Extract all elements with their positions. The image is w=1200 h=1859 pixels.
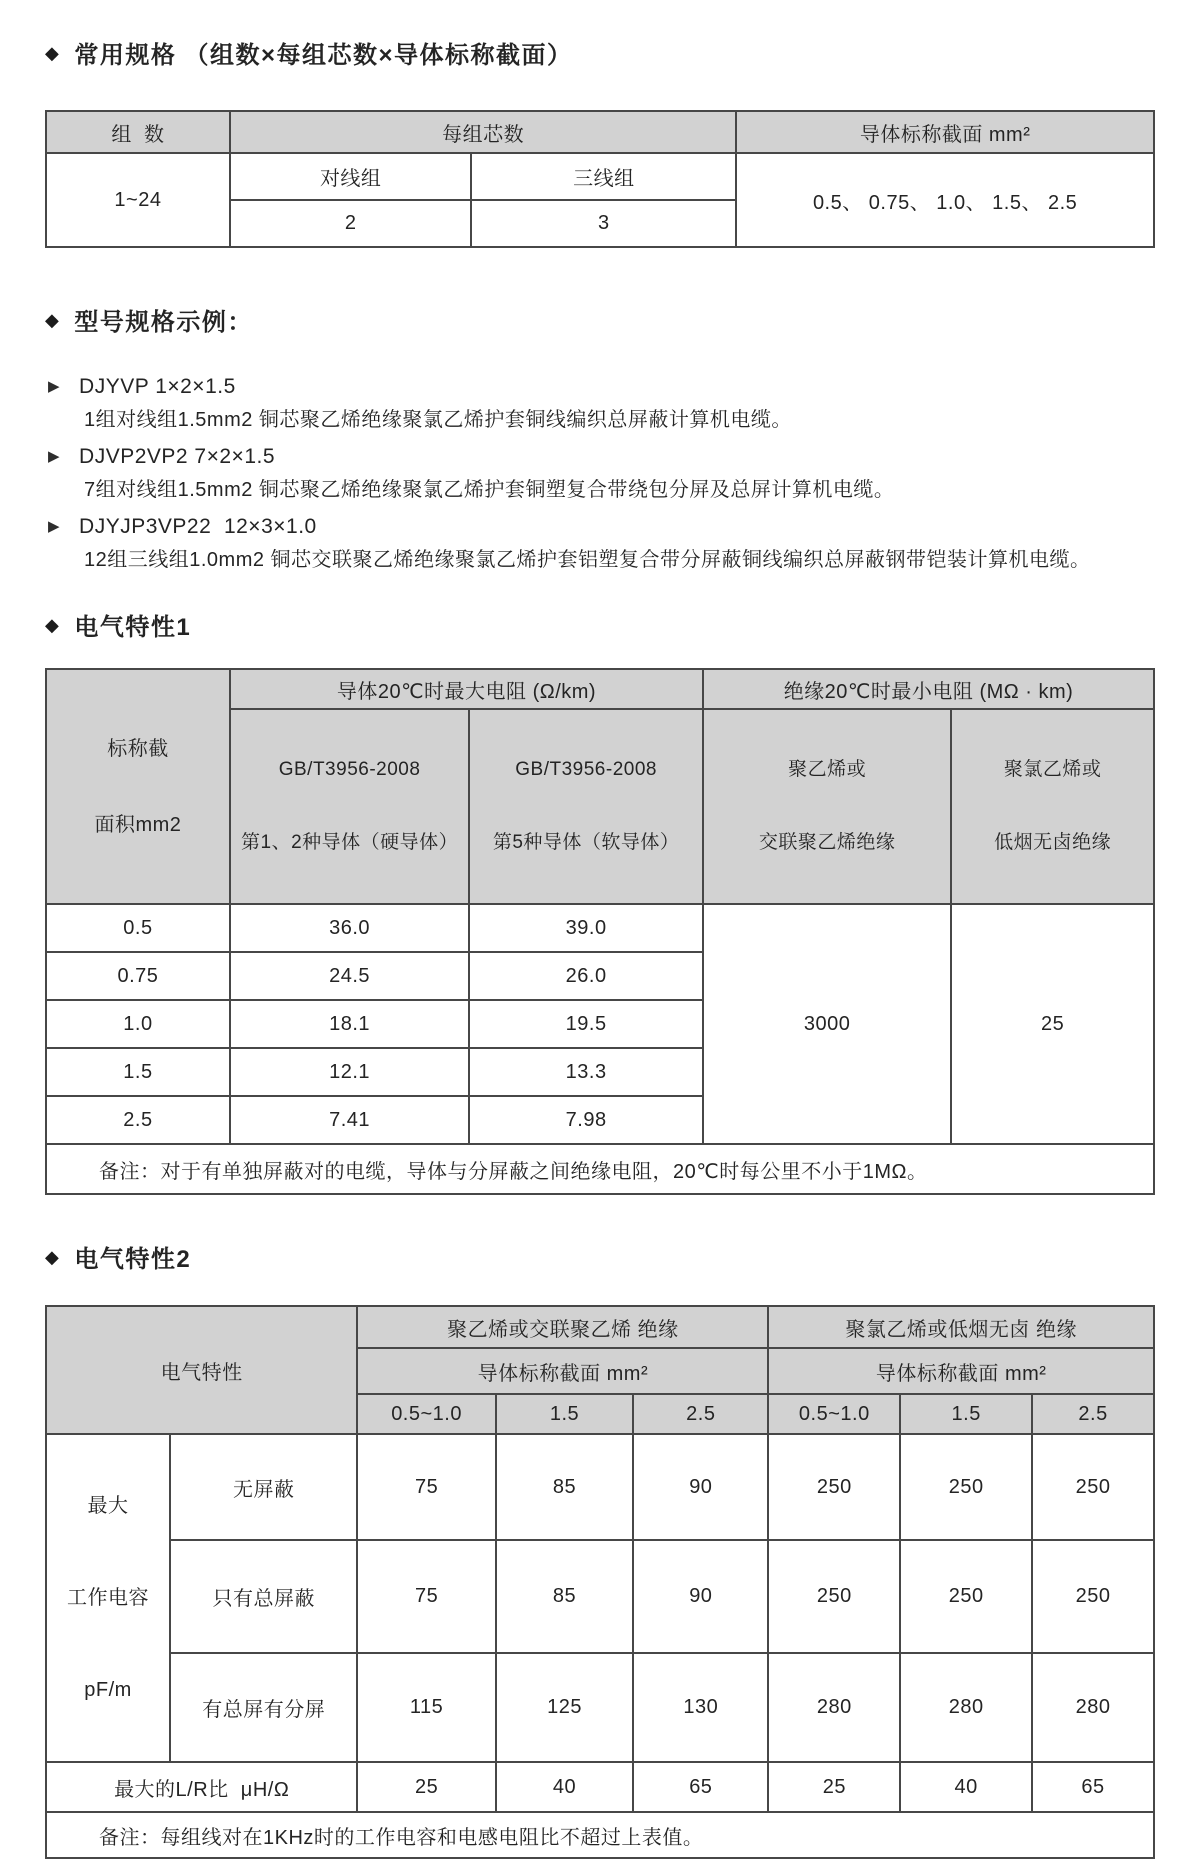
row-group-line: 最大 (87, 1495, 129, 1517)
model-example (48, 373, 1155, 433)
data-cell: 280 (900, 1653, 1032, 1762)
data-cell: 7.41 (230, 1096, 469, 1144)
data-cell: 280 (1032, 1653, 1154, 1762)
data-cell: 250 (768, 1434, 900, 1540)
header-cell-size: 1.5 (900, 1394, 1032, 1434)
note-cell: 备注：对于有单独屏蔽对的电缆，导体与分屏蔽之间绝缘电阻，20℃时每公里不小于1MΩ。 (46, 1144, 1154, 1194)
data-cell: 250 (900, 1540, 1032, 1653)
triangle-bullet-icon: ▶ (48, 378, 61, 395)
header-line: 低烟无卤绝缘 (994, 831, 1112, 853)
note-cell: 备注：每组线对在1KHz时的工作电容和电感电阻比不超过上表值。 (46, 1812, 1154, 1858)
section-title-text: 型号规格示例： (74, 309, 253, 336)
data-cell: 19.5 (469, 1000, 703, 1048)
data-cell: 18.1 (230, 1000, 469, 1048)
row-group-line: pF/m (84, 1679, 132, 1701)
header-line: 聚乙烯或 (788, 759, 867, 780)
section-title-electrical-1 (45, 607, 1155, 642)
data-cell: 280 (768, 1653, 900, 1762)
table-row-note (46, 1812, 1154, 1858)
data-cell: 250 (1032, 1540, 1154, 1653)
row-label-lr-ratio: 最大的L/R比 μH/Ω (46, 1762, 357, 1812)
data-cell: 250 (768, 1540, 900, 1653)
data-cell: 12.1 (230, 1048, 469, 1096)
data-cell: 40 (900, 1762, 1032, 1812)
header-line: 聚氯乙烯或 (1003, 759, 1102, 780)
row-label: 只有总屏蔽 (170, 1540, 357, 1653)
header-cell-pvc-insulation (951, 709, 1154, 904)
table-row (46, 1762, 1154, 1812)
data-cell-pair-label: 对线组 (230, 153, 472, 200)
header-line: 面积mm2 (94, 813, 182, 836)
triangle-bullet-icon: ▶ (48, 518, 61, 535)
header-cell-size: 1.5 (496, 1394, 633, 1434)
data-cell-triple-count: 3 (471, 200, 736, 247)
header-line: 交联聚乙烯绝缘 (758, 831, 896, 853)
model-example-code: DJYJP3VP22 12×3×1.0 (79, 515, 317, 538)
header-cell-cores: 每组芯数 (230, 111, 736, 153)
header-cell-nominal-section: 导体标称截面 mm² (357, 1348, 768, 1394)
data-cell: 7.98 (469, 1096, 703, 1144)
header-cell-groups: 组 数 (46, 111, 230, 153)
data-cell: 75 (357, 1434, 496, 1540)
data-cell: 85 (496, 1434, 633, 1540)
row-group-label-capacitance (46, 1434, 170, 1762)
section-title-text: 常用规格 （组数×每组芯数×导体标称截面） (74, 42, 573, 69)
data-cell: 65 (1032, 1762, 1154, 1812)
diamond-icon: ◆ (45, 614, 61, 635)
table-row (46, 1540, 1154, 1653)
header-line: 标称截 (107, 737, 169, 760)
table-row (46, 1653, 1154, 1762)
diamond-icon: ◆ (45, 309, 61, 330)
data-cell-pvc-min: 25 (951, 904, 1154, 1144)
header-cell-size: 0.5~1.0 (768, 1394, 900, 1434)
header-cell-hard-conductor (230, 709, 469, 904)
data-cell-groups-range: 1~24 (46, 153, 230, 247)
header-cell-pvc-insulation: 聚氯乙烯或低烟无卤 绝缘 (768, 1306, 1154, 1348)
diamond-icon: ◆ (45, 42, 61, 63)
header-cell-nominal-section (46, 669, 230, 904)
header-cell-pe-insulation (703, 709, 951, 904)
data-cell: 26.0 (469, 952, 703, 1000)
data-cell: 250 (900, 1434, 1032, 1540)
data-cell-triple-label: 三线组 (471, 153, 736, 200)
triangle-bullet-icon: ▶ (48, 448, 61, 465)
data-cell: 90 (633, 1434, 768, 1540)
model-example-description: 12组三线组1.0mm2 铜芯交联聚乙烯绝缘聚氯乙烯护套铝塑复合带分屏蔽铜线编织总屏蔽钢带铠装计算机电缆。 (84, 549, 1091, 571)
header-cell-soft-conductor (469, 709, 703, 904)
data-cell: 0.5 (46, 904, 230, 952)
section-title-text: 电气特性2 (74, 1246, 192, 1273)
diamond-icon: ◆ (45, 1246, 61, 1267)
data-cell: 1.5 (46, 1048, 230, 1096)
section-title-text: 电气特性1 (74, 614, 192, 641)
header-cell-nominal-section: 导体标称截面 mm² (768, 1348, 1154, 1394)
header-cell-conductor-resistance: 导体20℃时最大电阻 (Ω/km) (230, 669, 703, 709)
model-example-code: DJYVP 1×2×1.5 (79, 375, 236, 398)
data-cell: 115 (357, 1653, 496, 1762)
data-cell: 0.75 (46, 952, 230, 1000)
header-cell-insulation-resistance: 绝缘20℃时最小电阻 (MΩ · km) (703, 669, 1154, 709)
row-label: 无屏蔽 (170, 1434, 357, 1540)
header-cell-size: 2.5 (1032, 1394, 1154, 1434)
model-examples-list (48, 373, 1155, 573)
data-cell: 2.5 (46, 1096, 230, 1144)
model-example (48, 443, 1155, 503)
data-cell: 90 (633, 1540, 768, 1653)
data-cell: 40 (496, 1762, 633, 1812)
section-title-common-specs (45, 35, 1155, 70)
header-cell-section: 导体标称截面 mm² (736, 111, 1154, 153)
model-example-code-row (48, 443, 1155, 471)
header-cell-electrical-characteristics: 电气特性 (46, 1306, 357, 1434)
model-example-code-row (48, 513, 1155, 541)
model-example-code: DJVP2VP2 7×2×1.5 (79, 445, 276, 468)
electrical-2-table (45, 1305, 1155, 1859)
header-line: GB/T3956-2008 (278, 759, 421, 780)
data-cell: 85 (496, 1540, 633, 1653)
header-line: 第5种导体（软导体） (492, 831, 680, 853)
data-cell: 250 (1032, 1434, 1154, 1540)
header-cell-size: 2.5 (633, 1394, 768, 1434)
data-cell-pe-min: 3000 (703, 904, 951, 1144)
model-example-description: 7组对线组1.5mm2 铜芯聚乙烯绝缘聚氯乙烯护套铜塑复合带绕包分屏及总屏计算机电缆。 (84, 479, 895, 501)
row-group-line: 工作电容 (67, 1587, 150, 1609)
model-example-code-row (48, 373, 1155, 401)
data-cell: 13.3 (469, 1048, 703, 1096)
data-cell-pair-count: 2 (230, 200, 472, 247)
section-title-model-examples (45, 302, 1155, 337)
model-example (48, 513, 1155, 573)
model-example-description: 1组对线组1.5mm2 铜芯聚乙烯绝缘聚氯乙烯护套铜线编织总屏蔽计算机电缆。 (84, 409, 792, 431)
data-cell: 1.0 (46, 1000, 230, 1048)
table-row-note (46, 1144, 1154, 1194)
row-label: 有总屏有分屏 (170, 1653, 357, 1762)
data-cell: 75 (357, 1540, 496, 1653)
header-cell-pe-insulation: 聚乙烯或交联聚乙烯 绝缘 (357, 1306, 768, 1348)
data-cell: 125 (496, 1653, 633, 1762)
data-cell: 36.0 (230, 904, 469, 952)
section-title-electrical-2 (45, 1239, 1155, 1274)
common-specs-table (45, 110, 1155, 248)
header-line: GB/T3956-2008 (515, 759, 657, 780)
table-row (46, 904, 1154, 952)
data-cell: 39.0 (469, 904, 703, 952)
data-cell: 25 (357, 1762, 496, 1812)
header-cell-size: 0.5~1.0 (357, 1394, 496, 1434)
data-cell: 24.5 (230, 952, 469, 1000)
electrical-1-table (45, 668, 1155, 1195)
data-cell-section-values: 0.5、 0.75、 1.0、 1.5、 2.5 (736, 153, 1154, 247)
data-cell: 25 (768, 1762, 900, 1812)
table-row (46, 1434, 1154, 1540)
data-cell: 65 (633, 1762, 768, 1812)
data-cell: 130 (633, 1653, 768, 1762)
header-line: 第1、2种导体（硬导体） (241, 831, 459, 853)
